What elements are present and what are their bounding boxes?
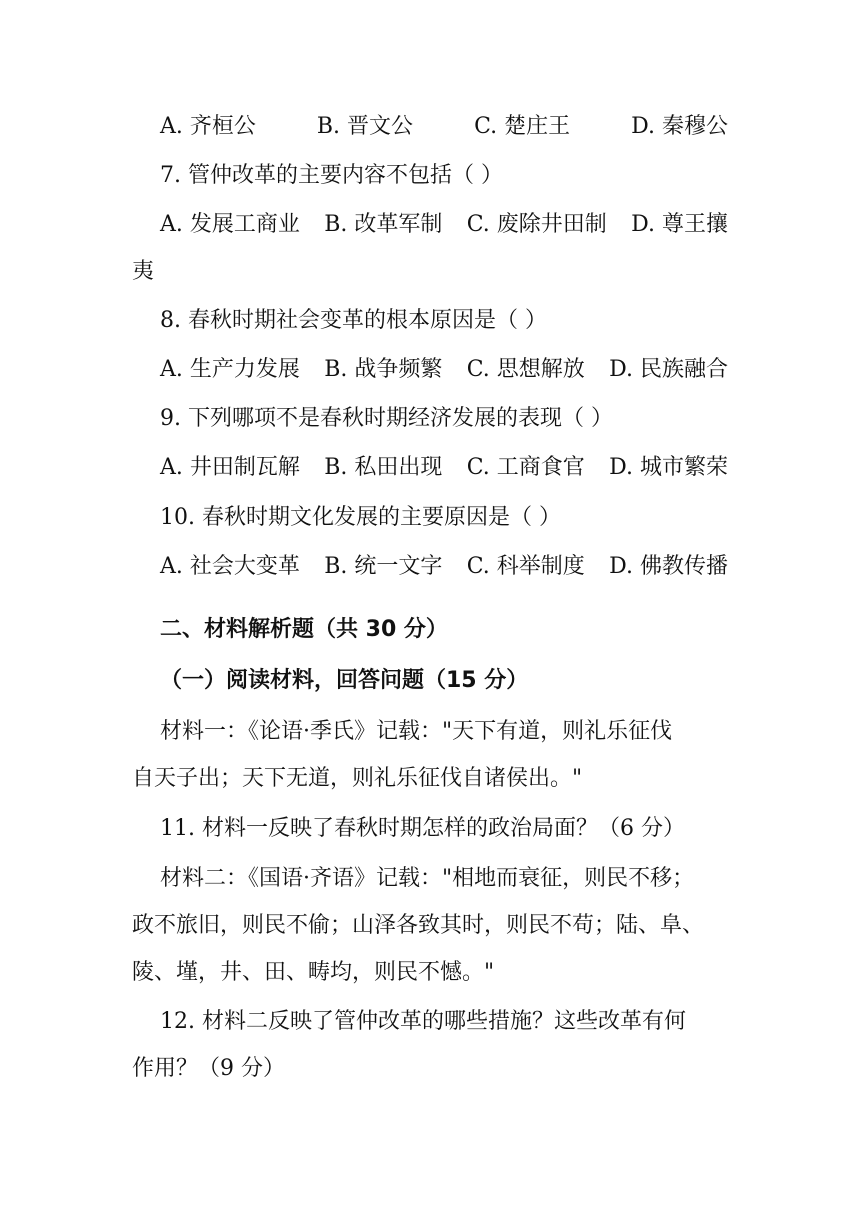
question-12-line-2: 作用？（9 分） xyxy=(132,1056,285,1081)
q7-option-c: C. 废除井田制 xyxy=(466,212,607,237)
material-1-line-1: 材料一：《论语·季氏》记载："天下有道，则礼乐征伐 xyxy=(160,719,673,744)
q6-options xyxy=(0,112,860,142)
material-2-line-2: 政不旅旧，则民不偷；山泽各致其时，则民不苟；陆、阜、 xyxy=(132,913,705,938)
q8-option-b: B. 战争频繁 xyxy=(324,357,443,382)
q6-option-c: C. 楚庄王 xyxy=(474,114,571,139)
q10-option-d: D. 佛教传播 xyxy=(609,554,728,579)
q9-option-c: C. 工商食官 xyxy=(466,455,585,480)
subsection-heading: （一）阅读材料，回答问题（15 分） xyxy=(160,668,529,693)
q6-option-a: A. 齐桓公 xyxy=(160,114,256,139)
q7-options xyxy=(0,210,860,240)
q8-options xyxy=(0,355,860,385)
material-2-line-1: 材料二：《国语·齐语》记载："相地而衰征，则民不移； xyxy=(160,866,695,891)
q8-option-a: A. 生产力发展 xyxy=(160,357,300,382)
question-12-line-1: 12. 材料二反映了管仲改革的哪些措施？这些改革有何 xyxy=(160,1009,686,1034)
question-11: 11. 材料一反映了春秋时期怎样的政治局面？（6 分） xyxy=(160,816,685,841)
q10-stem: 10. 春秋时期文化发展的主要原因是（ ） xyxy=(160,505,561,530)
q10-options xyxy=(0,552,860,582)
q6-option-b: B. 晋文公 xyxy=(316,114,414,139)
q9-options xyxy=(0,453,860,483)
q7-stem: 7. 管仲改革的主要内容不包括（ ） xyxy=(160,163,503,188)
material-2-line-3: 陵、墐，井、田、畴均，则民不憾。" xyxy=(132,960,495,985)
q9-option-d: D. 城市繁荣 xyxy=(609,455,728,480)
q8-option-d: D. 民族融合 xyxy=(609,357,728,382)
q7-option-a: A. 发展工商业 xyxy=(160,212,300,237)
q10-option-b: B. 统一文字 xyxy=(324,554,443,579)
q8-option-c: C. 思想解放 xyxy=(466,357,585,382)
q8-stem: 8. 春秋时期社会变革的根本原因是（ ） xyxy=(160,308,547,333)
q9-stem: 9. 下列哪项不是春秋时期经济发展的表现（ ） xyxy=(160,406,613,431)
q10-option-c: C. 科举制度 xyxy=(466,554,585,579)
q9-option-b: B. 私田出现 xyxy=(324,455,443,480)
section-heading: 二、材料解析题（共 30 分） xyxy=(160,617,448,642)
q9-option-a: A. 井田制瓦解 xyxy=(160,455,300,480)
q7-option-d: D. 尊王攘 xyxy=(631,212,728,237)
q7-option-b: B. 改革军制 xyxy=(324,212,443,237)
q6-option-d: D. 秦穆公 xyxy=(631,114,728,139)
material-1-line-2: 自天子出；天下无道，则礼乐征伐自诸侯出。" xyxy=(132,766,583,791)
q7-option-d-continuation: 夷 xyxy=(132,259,155,284)
q10-option-a: A. 社会大变革 xyxy=(160,554,300,579)
